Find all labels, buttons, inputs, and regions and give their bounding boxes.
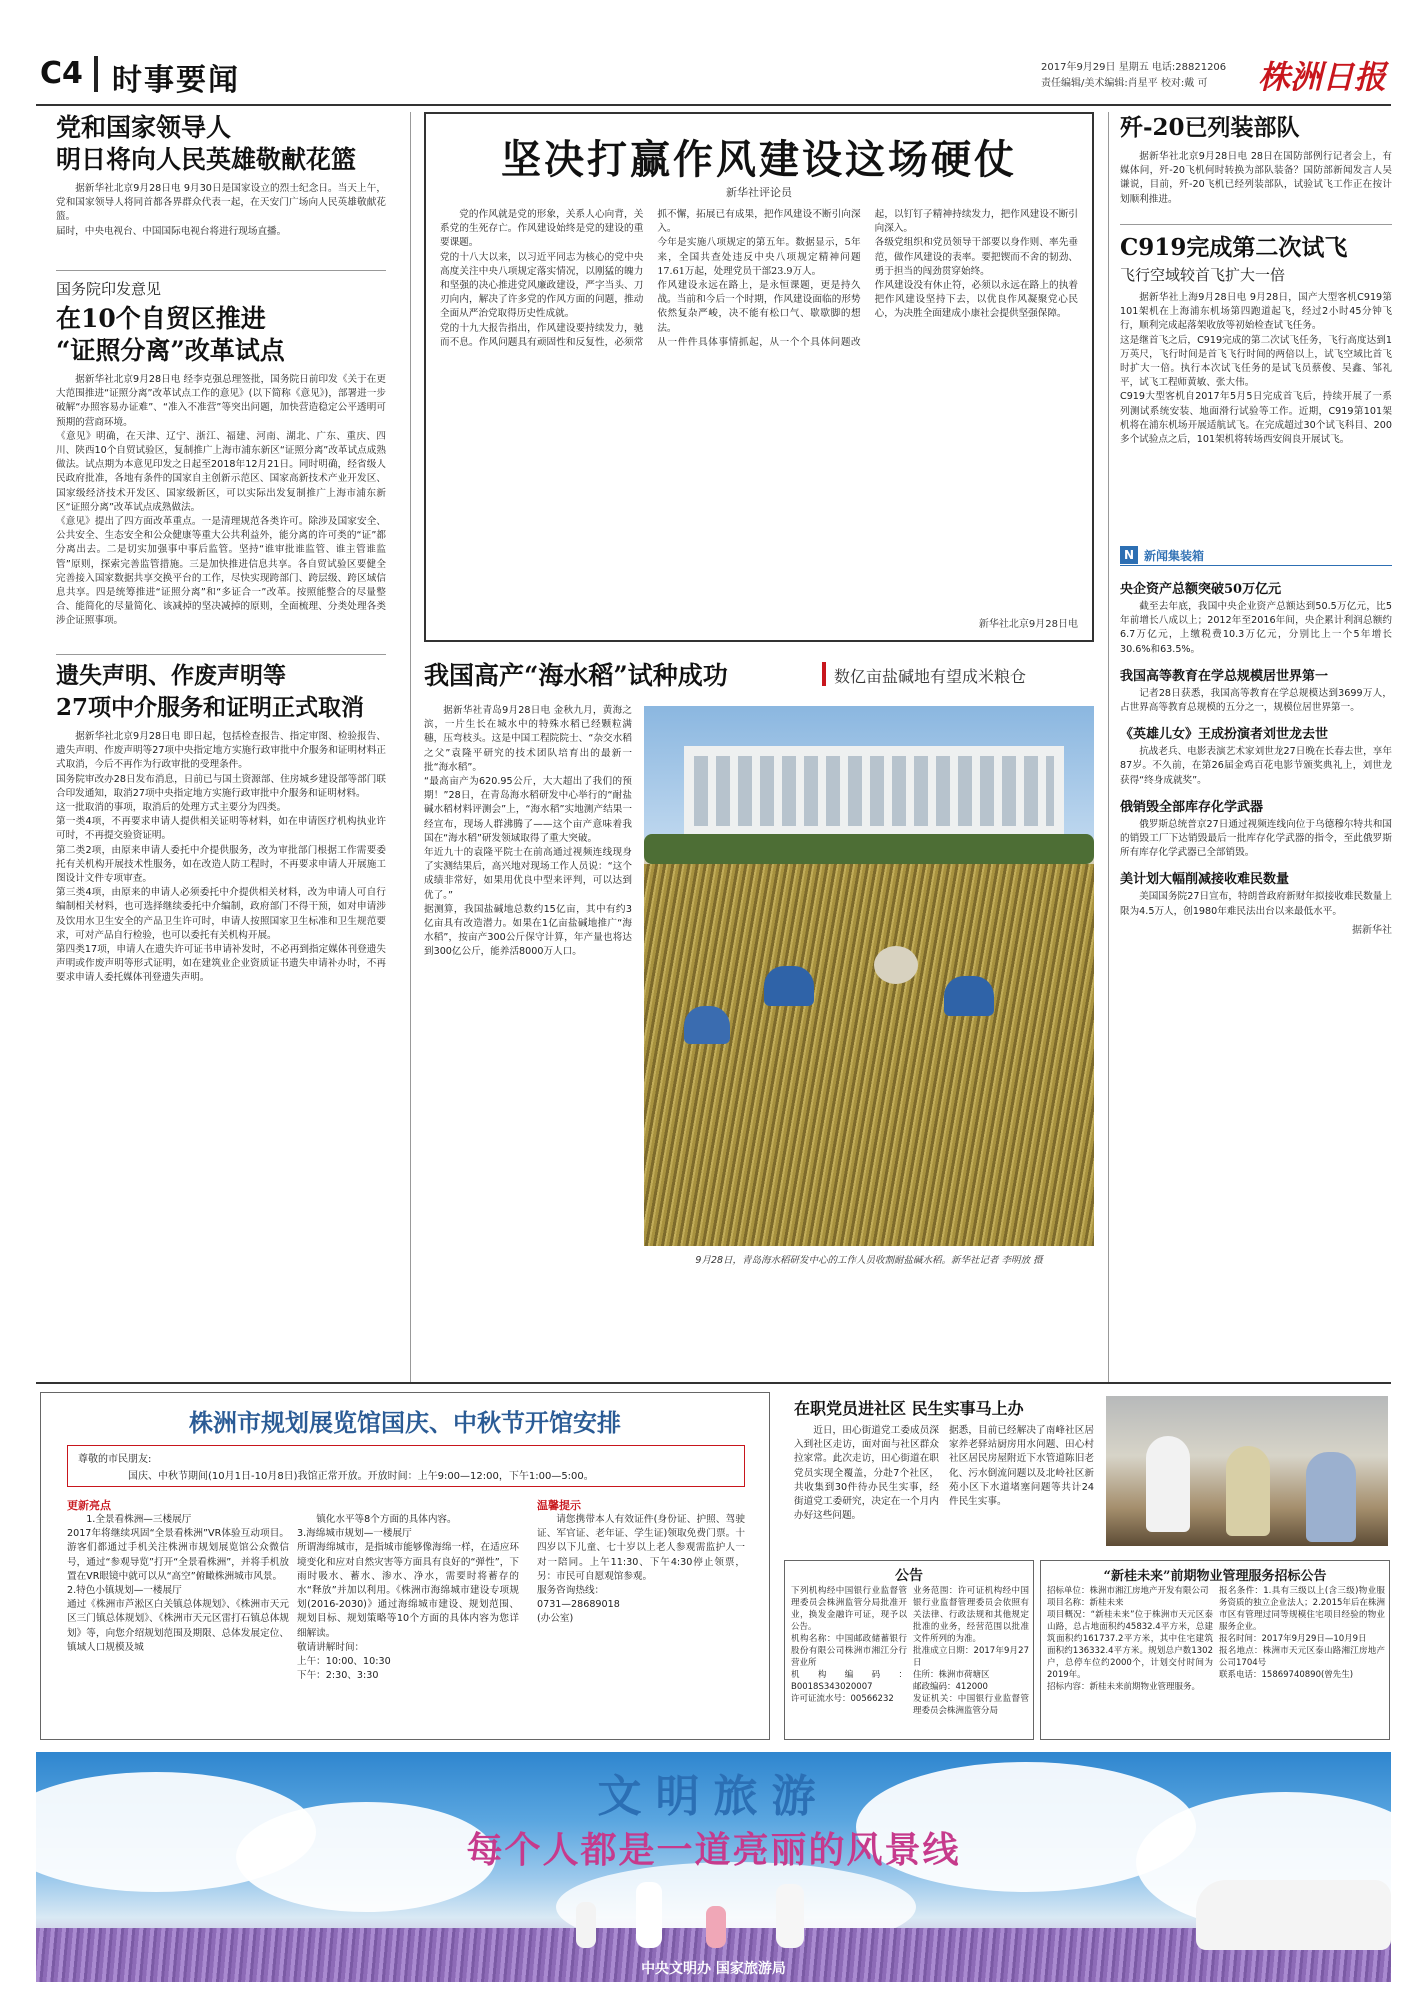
- page-number: C4: [40, 56, 83, 91]
- article-leaders: [56, 112, 386, 239]
- news-sign: 据新华社: [1352, 924, 1392, 936]
- editorial-byline: 新华社评论员: [726, 186, 792, 199]
- article-title-2: “证照分离”改革试点: [56, 336, 285, 365]
- news-item-title: 俄销毁全部库存化学武器: [1120, 799, 1264, 815]
- exhibition-col-1: 1.全景看株洲—三楼展厅 2017年将继续巩固“全景看株洲”VR体验互动项目。游客们都通过手机关注株洲市规划展览馆公众微信号，通过“参观导览”打开“全景看株洲”，并将手机放置在VR眼镜中就可以从“高空”俯瞰株洲城市风景。 2.特色小镇规划—一楼展厅 通过《株洲市芦淞区白关镇总体规划》、《株洲市天元区三门镇总体规划》、《株洲市天元区雷打石镇总体规划》等，向您介绍规划范围及期限、总体发展定位、镇域人口规模及城: [67, 1514, 289, 1653]
- article-body: 据新华社青岛9月28日电 金秋九月，黄海之滨，一片生长在城水中的特殊水稻已经颗粒满穗，压弯枝头。这是中国工程院院士、“杂交水稻之父”袁隆平研究的技术团队培育出的最新一批“海水稻”。 “最高亩产为620.95公斤，大大超出了我们的预期！”28日，在青岛海水稻研发中心举行的“耐盐碱水稻材料评测会”上，“海水稻”实地测产结果一经宣布，现场人群沸腾了——这个亩产意味着我国在“海水稻”研发领域取得了重大突破。 年近九十的袁隆平院士在前高通过视频连线现身了实测结果后，高兴地对现场工作人员说：“这个成绩非常好，如果用优良中型来评判，可以达到优了。” 据测算，我国盐碱地总数约15亿亩，其中有约3亿亩具有改造潜力。如果在1亿亩盐碱地推广“海水稻”，按亩产300公斤保守计算，年产量也将达到300亿公斤，能养活8000万人口。: [424, 705, 632, 958]
- divider: [56, 654, 386, 655]
- notice-box: [67, 1445, 745, 1487]
- news-item-body: 抗战老兵、电影表演艺术家刘世龙27日晚在长春去世，享年87岁。不久前，在第26届金鸡百花电影节颁奖典礼上，刘世龙获得“终身成就奖”。: [1120, 746, 1392, 786]
- announcement-box: [784, 1560, 1034, 1740]
- article-title: C919完成第二次试飞: [1120, 234, 1348, 261]
- exhibition-box: [40, 1392, 770, 1740]
- article-title-2: 27项中介服务和证明正式取消: [56, 694, 365, 721]
- woman-figure: [636, 1882, 662, 1948]
- tender-col-1: 招标单位：株洲市湘江房地产开发有限公司 项目名称：新桂未来 项目概况：“新桂未来”位于株洲市天元区泰山路，总占地面积约45832.4平方米，总建筑面积约161737.2平方米，其中住宅建筑面积约136332.4平方米。规划总户数1302户，总停车位约2000个，计划交付时间为2019年。 招标内容：新桂未来前期物业管理服务。: [1047, 1586, 1213, 1692]
- person-1: [1146, 1436, 1190, 1532]
- article-body: 据新华社北京9月28日电 28日在国防部例行记者会上，有媒体问，歼-20飞机何时转换为部队装备？国防部新闻发言人吴谦说，目前，歼-20飞机已经列装部队，试验试飞工作正在按计划顺利推进。: [1120, 151, 1392, 205]
- rice-photo: [644, 706, 1094, 1246]
- news-item-title: 美计划大幅削减接收难民数量: [1120, 872, 1290, 888]
- column-divider: [410, 112, 411, 1382]
- child-figure: [576, 1902, 596, 1948]
- man-figure: [776, 1884, 804, 1948]
- white-car: [1196, 1880, 1391, 1950]
- person-3: [1306, 1452, 1356, 1542]
- news-item-title: 《英雄儿女》王成扮演者刘世龙去世: [1120, 727, 1329, 743]
- article-party: [784, 1392, 1390, 1552]
- worker-3: [944, 976, 994, 1016]
- tree-row: [644, 834, 1094, 864]
- tourism-ad: [36, 1752, 1391, 1982]
- news-item-body: 截至去年底，我国中央企业资产总额达到50.5万亿元，比5年前增长八成以上；2012年至2016年间，央企累计利润总额约6.7万亿元，上缴税费10.3万亿元，分别比上一个5年增长30.6%和63.5%。: [1120, 601, 1392, 655]
- article-certificates: [56, 660, 386, 1365]
- ad-slogan: 每个人都是一道亮丽的风景线: [466, 1829, 961, 1871]
- exhibition-col-2: 镇化水平等8个方面的具体内容。 3.海绵城市规划—一楼展厅 所谓海绵城市，是指城市能够像海绵一样，在适应环境变化和应对自然灾害等方面具有良好的“弹性”，下雨时吸水、蓄水、渗水、净水，需要时将蓄存的水“释放”并加以利用。《株洲市海绵城市建设专项规划(2016-2030)》通过海绵城市建设、规划范围、规划目标、规划策略等10个方面的具体内容为您详细解读。 敬请讲解时间： 上午：10:00、10:30 下午：2:30、3:30: [297, 1514, 519, 1682]
- article-title: 在职党员进社区 民生实事马上办: [794, 1399, 1024, 1418]
- article-j20: [1120, 112, 1392, 207]
- party-photo: [1106, 1396, 1388, 1546]
- article-subtitle: 数亿亩盐碱地有望成米粮仓: [834, 667, 1027, 686]
- editorial-title: 坚决打赢作风建设这场硬仗: [501, 136, 1017, 183]
- exhibition-title: 株洲市规划展览馆国庆、中秋节开馆安排: [189, 1408, 621, 1437]
- article-subtitle: 飞行空域较首飞扩大一倍: [1120, 266, 1286, 284]
- article-body: 据新华社北京9月28日电 9月30日是国家设立的烈士纪念日。当天上午，党和国家领导人将同首都各界群众代表一起，在天安门广场向人民英雄敬献花篮。 届时，中央电视台、中国国际电视台将进行现场直播。: [56, 183, 386, 237]
- photo-caption: 9月28日，青岛海水稻研发中心的工作人员收割耐盐碱水稻。新华社记者 李明放 摄: [695, 1255, 1043, 1266]
- news-header-label: 新闻集装箱: [1144, 549, 1205, 563]
- divider: [1120, 224, 1392, 225]
- section-heading: 温馨提示: [537, 1499, 581, 1512]
- masthead-logo: 株洲日报: [1258, 58, 1387, 96]
- article-title-1: 在10个自贸区推进: [56, 304, 266, 333]
- news-item-title: 央企资产总额突破50万亿元: [1120, 582, 1282, 597]
- news-icon: N: [1120, 546, 1138, 564]
- tender-col-2: 报名条件：1.具有三级以上(含三级)物业服务资质的独立企业法人；2.2015年后在株洲市区有管理过同等规模住宅项目经验的物业服务企业。 报名时间：2017年9月29日—10月9日 报名地点：株洲市天元区泰山路湘江房地产公司1704号 联系电话：15869740890(曾先生): [1219, 1586, 1385, 1680]
- worker-2: [874, 946, 918, 984]
- title-marker: [822, 662, 826, 686]
- article-body: 据新华社北京9月28日电 经李克强总理签批，国务院日前印发《关于在更大范围推进“证照分离”改革试点工作的意见》(以下简称《意见》)，部署进一步破解“办照容易办证难”、“准入不准营”等突出问题，加快营造稳定公平透明可预期的营商环境。 《意见》明确，在天津、辽宁、浙江、福建、河南、湖北、广东、重庆、四川、陕西10个自贸试验区，复制推广上海市浦东新区“证照分离”改革试点成熟做法。试点期为本意见印发之日起至2018年12月21日。同时明确，经省级人民政府批准，各地有条件的国家自主创新示范区、国家高新技术产业开发区、国家级经济技术开发区、国家级新区，可以实际出发复制推广上海市浦东新区“证照分离”改革试点成熟做法。 《意见》提出了四方面改革重点。一是清理规范各类许可。除涉及国家安全、公共安全、生态安全和公众健康等重大公共利益外，能分离的许可类的“证”都分离出去。二是切实加强事中事后监管。坚持“谁审批谁监管、谁主管谁监管”原则，探索完善监管措施。三是加快推进信息共享。各自贸试验区要健全完善接入国家数据共享交换平台的工作，尽快实现跨部门、跨层级、跨区域信息共享。四是统筹推进“证照分离”和“多证合一”改革。按照能整合的尽量整合、能简化的尽量简化、该减掉的坚决减掉的原则，全面梳理、分类处理各类涉企证照事项。: [56, 374, 386, 627]
- news-item-title: 我国高等教育在学总规模居世界第一: [1120, 668, 1329, 684]
- news-header: [1120, 544, 1392, 566]
- tender-box: [1040, 1560, 1390, 1740]
- announcement-col-1: 下列机构经中国银行业监督管理委员会株洲监管分局批准开业，换发金融许可证，现予以公告。 机构名称：中国邮政储蓄银行股份有限公司株洲市湘江分行营业所 机构编码：B0018S343020007 许可证流水号：00566232: [791, 1586, 907, 1704]
- person-2: [1226, 1446, 1270, 1536]
- building-windows: [694, 756, 1054, 826]
- news-container: [1120, 544, 1392, 1384]
- article-title-2: 明日将向人民英雄敬献花篮: [56, 145, 357, 174]
- article-sea-rice: [424, 656, 1094, 1306]
- editorial-box: [424, 112, 1094, 642]
- section-rule: [36, 1382, 1391, 1384]
- girl-figure: [706, 1906, 726, 1948]
- tender-title: “新桂未来”前期物业管理服务招标公告: [1103, 1569, 1327, 1584]
- divider: [56, 270, 386, 271]
- notice-greeting: 尊敬的市民朋友:: [78, 1454, 152, 1465]
- article-title-1: 遗失声明、作废声明等: [56, 662, 286, 689]
- news-list: [1120, 570, 1392, 936]
- article-body: 据新华社上海9月28日电 9月28日，国产大型客机C919第101架机在上海浦东机场第四跑道起飞，经过2小时45分钟飞行，顺利完成起落架收放等初始检查试飞任务。 这是继首飞之后，C919完成的第二次试飞任务，飞行高度达到1万英尺，飞行时间是首飞飞行时间的两倍以上，试飞空域比首飞时扩大一倍。执行本次试飞任务的是试飞员蔡俊、吴鑫、邹礼平，试飞工程师黄敏、张大伟。 C919大型客机自2017年5月5日完成首飞后，持续开展了一系列测试系统安装、地面滑行试验等工作。近期，C919第101架机将在浦东机场开展适航试飞。在完成超过30个试飞科目、200多个试验点之后，101架机将转场西安阎良开展试飞。: [1120, 292, 1392, 446]
- family-group: [576, 1882, 876, 1952]
- section-title: 时事要闻: [112, 63, 240, 98]
- worker-1: [764, 966, 814, 1006]
- column-divider: [1108, 112, 1109, 1382]
- announcement-title: 公告: [895, 1568, 923, 1584]
- news-item-body: 美国国务院27日宣布，特朗普政府新财年拟接收难民数量上限为4.5万人，创1980年难民法出台以来最低水平。: [1120, 891, 1392, 917]
- editorial-body: 党的作风就是党的形象，关系人心向背，关系党的生死存亡。作风建设始终是党的建设的重要课题。 党的十八大以来，以习近平同志为核心的党中央高度关注中央八项规定落实情况，以刚猛的魄力和坚强的决心推进党风廉政建设，严字当头、刀刃向内，解决了许多党的作风方面的问题，推动全面从严治党取得历史性成就。 党的十九大报告指出，作风建设要持续发力，驰而不息。作风问题具有顽固性和反复性，必须常抓不懈，拓展已有成果，把作风建设不断引向深入。 今年是实施八项规定的第五年。数据显示，5年来，全国共查处违反中央八项规定精神问题17.61万起，处理党员干部23.9万人。 作风建设永远在路上，是永恒课题，更是持久战。当前和今后一个时期，作风建设面临的形势依然复杂严峻，决不能有松口气、歇歇脚的想法。 从一件件具体事情抓起，从一个个具体问题改起，以钉钉子精神持续发力，把作风建设不断引向深入。 各级党组织和党员领导干部要以身作则、率先垂范，做作风建设的表率。要把锲而不舍的韧劲、勇于担当的闯劲贯穿始终。 作风建设没有休止符，必须以永远在路上的执着把作风建设坚持下去，以优良作风凝聚党心民心，为决胜全面建成小康社会提供坚强保障。: [440, 209, 1078, 348]
- announcement-col-2: 业务范围：许可证机构经中国银行业监督管理委员会依照有关法律、行政法规和其他规定批准的业务，经营范围以批准文件所列的为准。 批准成立日期：2017年9月27日 住所：株洲市荷塘区 邮政编码：412000 发证机关：中国银行业监督管理委员会株洲监管分局: [913, 1586, 1029, 1716]
- article-body: 近日，田心街道党工委成员深入到社区走访，面对面与社区群众拉家常。此次走访，田心街道在职党员实现全覆盖，分赴7个社区，共收集到30件待办民生实事，经街道党工委研究，决定在一个月内办好这些问题。 据悉，目前已经解决了南峰社区居家养老驿站厨房用水问题、田心村社区居民房屋附近下水管道陈旧老化、污水倒流问题以及北岭社区新苑小区下水道堵塞问题等共计24件民生实事。: [794, 1425, 1094, 1522]
- article-title: 我国高产“海水稻”试种成功: [424, 661, 728, 690]
- article-title: 歼-20已列装部队: [1120, 114, 1300, 141]
- page-header: [36, 50, 1391, 102]
- news-item-body: 记者28日获悉，我国高等教育在学总规模达到3699万人，占世界高等教育总规模的五分之一，规模位居世界第一。: [1120, 687, 1392, 714]
- worker-4: [684, 1006, 730, 1044]
- article-kicker: 国务院印发意见: [56, 280, 162, 298]
- editor-line: 责任编辑/美术编辑:肖星平 校对:戴 可: [1041, 78, 1208, 89]
- header-divider: [94, 56, 98, 92]
- section-heading: 更新亮点: [67, 1499, 111, 1512]
- header-rule: [36, 104, 1391, 106]
- ad-sponsor: 中央文明办 国家旅游局: [641, 1961, 786, 1977]
- notice-text: 国庆、中秋节期间(10月1日-10月8日)我馆正常开放。开放时间：上午9:00—12:00，下午1:00—5:00。: [128, 1471, 594, 1482]
- article-free-trade: [56, 278, 386, 663]
- editorial-sign: 新华社北京9月28日电: [978, 619, 1078, 630]
- exhibition-col-3: 请您携带本人有效证件(身份证、护照、驾驶证、军官证、老年证、学生证)领取免费门票。十四岁以下儿童、七十岁以上老人参观需监护人一对一陪同。上午11:30、下午4:30停止领票，另：市民可自愿观馆参观。 服务咨询热线： 0731—28689018 (办公室): [537, 1514, 745, 1625]
- article-c919: [1120, 232, 1392, 551]
- rice-field: [644, 864, 1094, 1246]
- article-title-1: 党和国家领导人: [56, 113, 232, 142]
- news-item-body: 俄罗斯总统普京27日通过视频连线向位于乌德穆尔特共和国的销毁工厂下达销毁最后一批库存化学武器的指令，至此俄罗斯所有库存化学武器已全部销毁。: [1120, 818, 1392, 859]
- article-body: 据新华社北京9月28日电 即日起，包括检查报告、指定审图、检验报告、遗失声明、作废声明等27项中央指定地方实施行政审批中介服务和证明材料正式取消，今后不再作为行政审批的受理条件。 国务院审改办28日发布消息，日前已与国土资源部、住房城乡建设部等部门联合印发通知，取消27项中央指定地方实施行政审批中介服务和证明材料。 这一批取消的事项，取消后的处理方式主要分为四类。 第一类4项，不再要求申请人提供相关证明等材料，如在申请医疗机构执业许可时，不再提交验资证明。 第二类2项，由原来申请人委托中介提供服务，改为审批部门根据工作需要委托有关机构开展技术性服务，如在改造人防工程时，不再要求申请人开展施工图设计文件专项审查。 第三类4项，由原来的申请人必须委托中介提供相关材料，改为申请人可自行编制相关材料，也可选择继续委托中介编制，政府部门不得干预，如对申请涉及饮用水卫生安全的产品卫生许可时，申请人按照国家卫生标准和卫生规范要求，可对产品自行检验，也可以委托有关机构开展。 第四类17项，申请人在遗失许可证书申请补发时，不必再到指定媒体刊登遗失声明或作废声明等形式证明，如在建筑业企业资质证书遗失申请补办时，不再要求申请人委托媒体刊登遗失声明。: [56, 731, 386, 984]
- ad-title: 文明旅游: [597, 1771, 830, 1822]
- date-line: 2017年9月29日 星期五 电话:28821206: [1041, 62, 1227, 73]
